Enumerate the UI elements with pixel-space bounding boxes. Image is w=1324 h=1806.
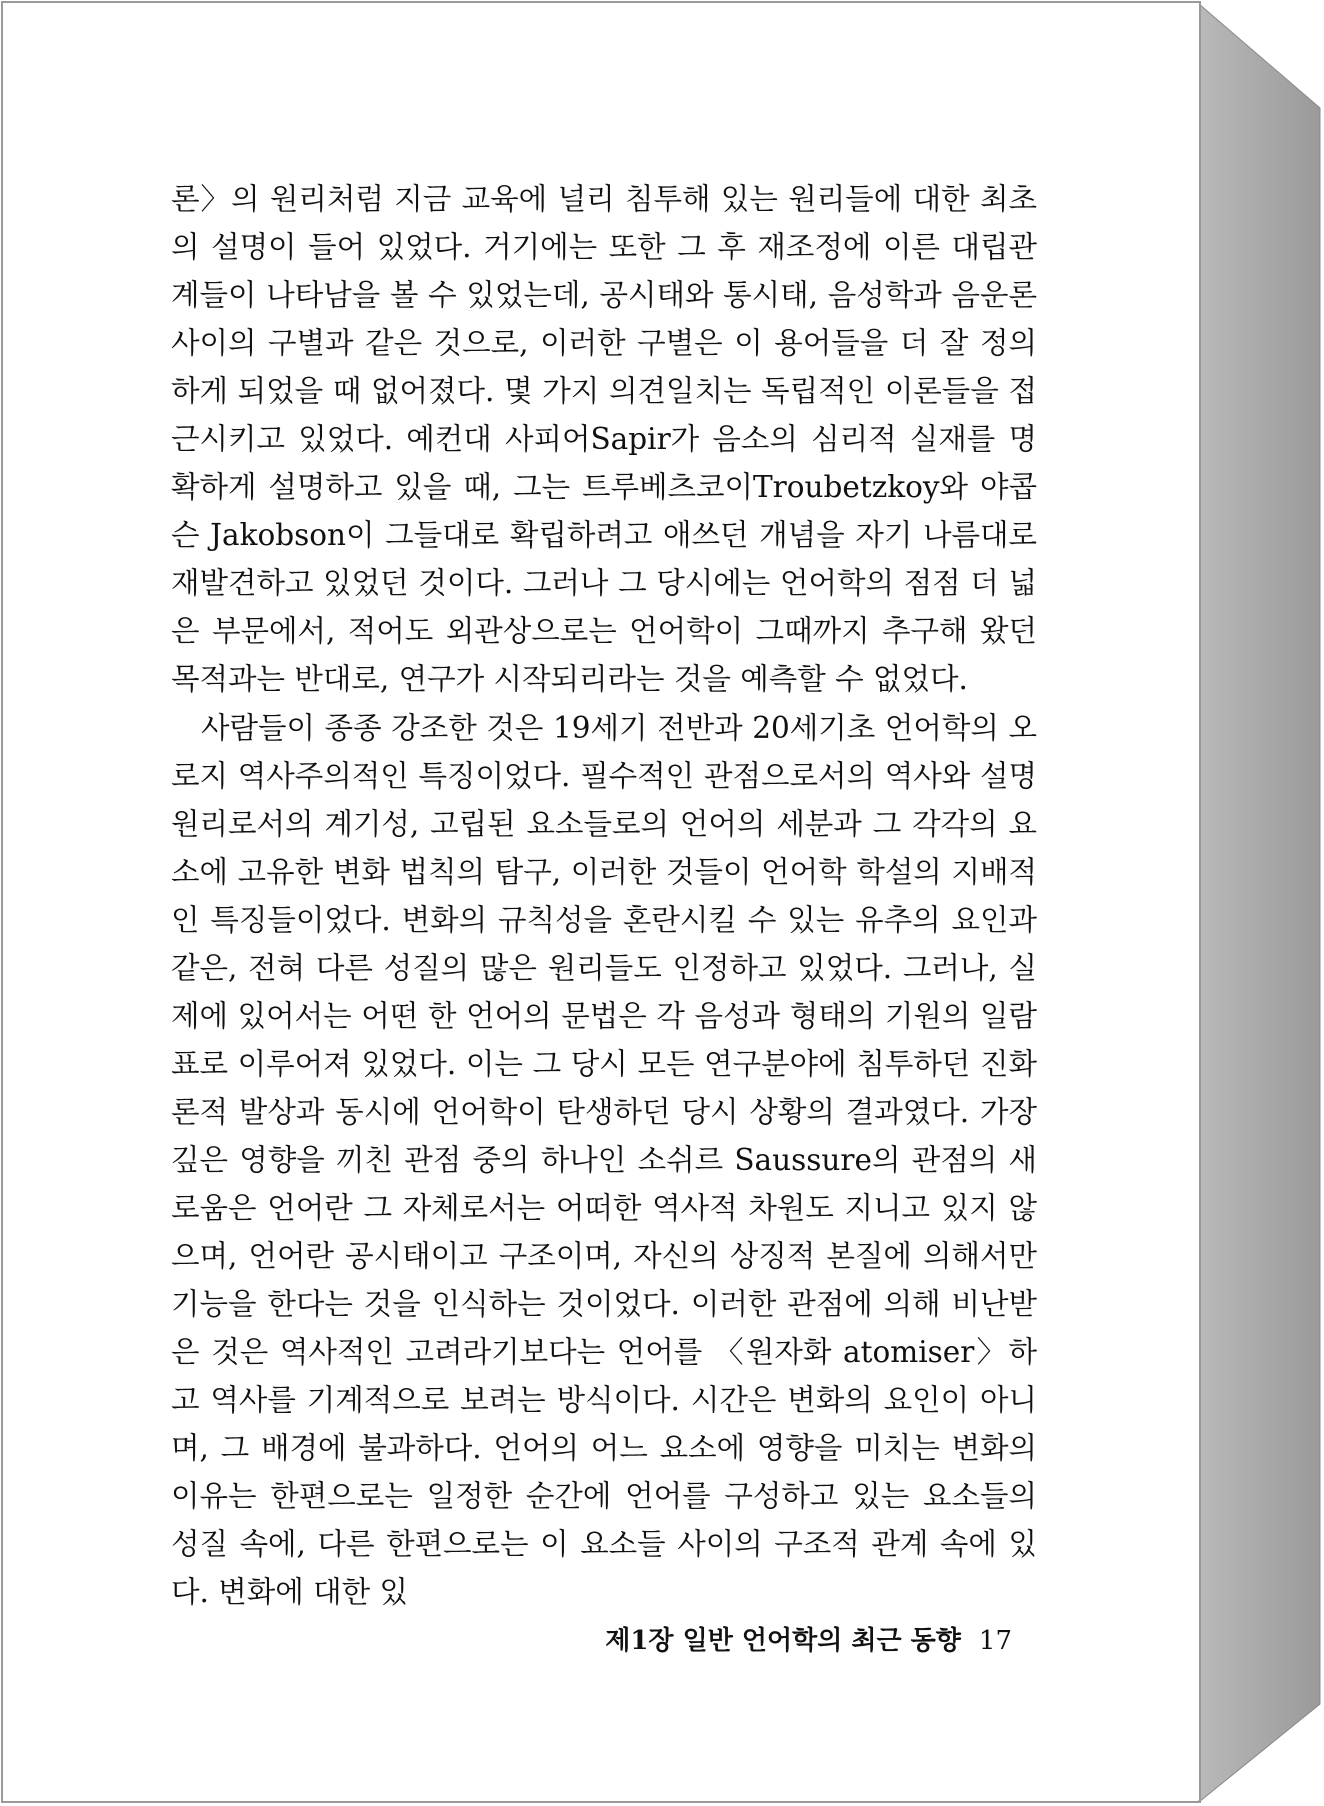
chapter-title: 제1장 일반 언어학의 최근 동향 <box>605 1626 961 1656</box>
paragraph-1: 론〉의 원리처럼 지금 교육에 널리 침투해 있는 원리들에 대한 최초의 설명이 들어 있었다. 거기에는 또한 그 후 재조정에 이른 대립관계들이 나타남을 볼 수 있었는데, 공시태와 통시태, 음성학과 음운론 사이의 구별과 같은 것으로, 이러한 구별은 이 용어들을 더 잘 정의하게 되었을 때 없어졌다. 몇 가지 의견일치는 독립적인 이론들을 접근시키고 있었다. 예컨대 사피어Sapir가 음소의 심리적 실재를 명확하게 설명하고 있을 때, 그는 트루베츠코이Troubetzkoy와 야콥슨 Jakobson이 그들대로 확립하려고 애쓰던 개념을 자기 나름대로 재발견하고 있었던 것이다. 그러나 그 당시에는 언어학의 점점 더 넓은 부문에서, 적어도 외관상으로는 언어학이 그때까지 추구해 왔던 목적과는 반대로, 연구가 시작되리라는 것을 예측할 수 없었다. <box>171 182 1037 697</box>
running-footer <box>560 1620 1012 1657</box>
book-page <box>3 3 1199 1800</box>
body-text <box>171 175 1037 1616</box>
page-number: 17 <box>978 1626 1012 1656</box>
paragraph-2: 사람들이 종종 강조한 것은 19세기 전반과 20세기초 언어학의 오로지 역사주의적인 특징이었다. 필수적인 관점으로서의 역사와 설명원리로서의 계기성, 고립된 요소들로의 언어의 세분과 그 각각의 요소에 고유한 변화 법칙의 탐구, 이러한 것들이 언어학 학설의 지배적인 특징들이었다. 변화의 규칙성을 혼란시킬 수 있는 유추의 요인과 같은, 전혀 다른 성질의 많은 원리들도 인정하고 있었다. 그러나, 실제에 있어서는 어떤 한 언어의 문법은 각 음성과 형태의 기원의 일람표로 이루어져 있었다. 이는 그 당시 모든 연구분야에 침투하던 진화론적 발상과 동시에 언어학이 탄생하던 당시 상황의 결과였다. 가장 깊은 영향을 끼친 관점 중의 하나인 소쉬르 Saussure의 관점의 새로움은 언어란 그 자체로서는 어떠한 역사적 차원도 지니고 있지 않으며, 언어란 공시태이고 구조이며, 자신의 상징적 본질에 의해서만 기능을 한다는 것을 인식하는 것이었다. 이러한 관점에 의해 비난받은 것은 역사적인 고려라기보다는 언어를 〈원자화 atomiser〉하고 역사를 기계적으로 보려는 방식이다. 시간은 변화의 요인이 아니며, 그 배경에 불과하다. 언어의 어느 요소에 영향을 미치는 변화의 이유는 한편으로는 일정한 순간에 언어를 구성하고 있는 요소들의 성질 속에, 다른 한편으로는 이 요소들 사이의 구조적 관계 속에 있다. 변화에 대한 있 <box>171 710 1037 1610</box>
